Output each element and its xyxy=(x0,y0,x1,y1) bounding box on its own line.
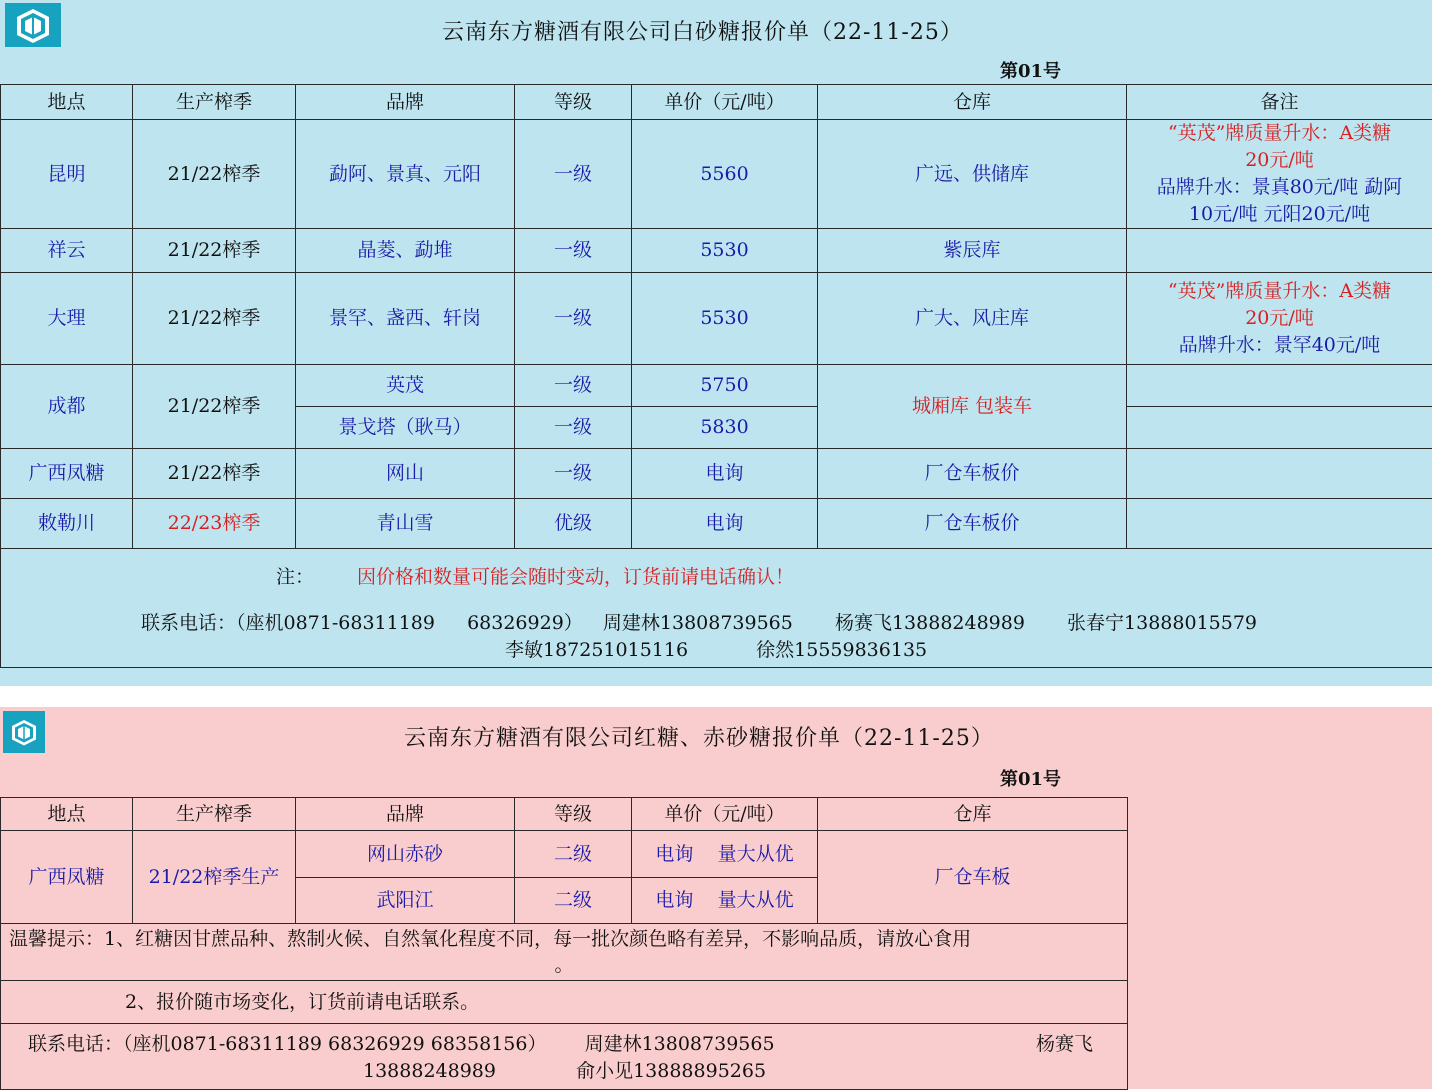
tip-row xyxy=(1,981,1128,1024)
sheet1-doc-number: 第01号 xyxy=(1000,57,1061,83)
remark-cell xyxy=(1127,229,1432,273)
season-cell: 21/22榨季 xyxy=(133,365,296,449)
season-cell: 21/22榨季 xyxy=(133,120,296,229)
grade-cell: 一级 xyxy=(515,229,632,273)
contact-phone-label: 联系电话：（座机0871-68311189 xyxy=(141,612,435,634)
contact-person: 周建林13808739565 xyxy=(585,1033,775,1055)
warehouse-cell: 厂仓车板价 xyxy=(818,499,1127,549)
price-cell: 电询 xyxy=(632,499,818,549)
contact-line xyxy=(363,1056,766,1083)
season-cell: 21/22榨季 xyxy=(133,449,296,499)
sheet-separator xyxy=(0,686,1432,707)
location-cell: 广西凤糖 xyxy=(1,831,133,924)
grade-cell: 一级 xyxy=(515,407,632,449)
brand-cell: 景戈塔（耿马） xyxy=(296,407,515,449)
tip-line-2: 2、报价随市场变化，订货前请电话联系。 xyxy=(1,981,1128,1024)
table-row xyxy=(1,273,1432,365)
table-row xyxy=(1,365,1432,407)
contact-person: 张春宁13888015579 xyxy=(1067,612,1257,634)
warehouse-cell: 紫辰库 xyxy=(818,229,1127,273)
contact-person: 李敏187251015116 xyxy=(505,639,688,661)
contact-person: 杨赛飞 xyxy=(1036,1029,1093,1056)
tip-row xyxy=(1,924,1128,981)
header-price: 单价（元/吨） xyxy=(632,798,818,831)
remark-cell xyxy=(1127,449,1432,499)
remark-cell xyxy=(1127,120,1432,229)
brand-cell: 英茂 xyxy=(296,365,515,407)
price-cell: 5530 xyxy=(632,229,818,273)
header-price: 单价（元/吨） xyxy=(632,85,818,120)
contact-person: 杨赛飞13888248989 xyxy=(835,612,1025,634)
header-brand: 品牌 xyxy=(296,798,515,831)
contact-line xyxy=(141,608,1257,635)
location-cell: 昆明 xyxy=(1,120,133,229)
price-cell: 5560 xyxy=(632,120,818,229)
season-cell: 22/23榨季 xyxy=(133,499,296,549)
brand-cell: 网山 xyxy=(296,449,515,499)
grade-cell: 优级 xyxy=(515,499,632,549)
season-cell: 21/22榨季生产 xyxy=(133,831,296,924)
sheet1-title: 云南东方糖酒有限公司白砂糖报价单（22-11-25） xyxy=(442,15,963,46)
remark-line: 品牌升水：景真80元/吨 勐阿 xyxy=(1129,174,1430,201)
table-row xyxy=(1,499,1432,549)
grade-cell: 一级 xyxy=(515,365,632,407)
header-grade: 等级 xyxy=(515,85,632,120)
company-logo-icon xyxy=(5,3,61,47)
table-row xyxy=(1,229,1432,273)
warehouse-cell: 广大、风庄库 xyxy=(818,273,1127,365)
remark-cell xyxy=(1127,499,1432,549)
contact-person: 俞小见13888895265 xyxy=(576,1060,766,1082)
brand-cell: 青山雪 xyxy=(296,499,515,549)
header-location: 地点 xyxy=(1,85,133,120)
remark-cell xyxy=(1127,273,1432,365)
location-cell: 成都 xyxy=(1,365,133,449)
contact-phone-label: 联系电话：（座机0871-68311189 68326929 68358156） xyxy=(28,1033,546,1055)
price-cell: 电询 量大从优 xyxy=(632,878,818,924)
grade-cell: 一级 xyxy=(515,449,632,499)
brown-sugar-quote-sheet xyxy=(0,707,1432,1089)
brand-cell: 勐阿、景真、元阳 xyxy=(296,120,515,229)
contact-person: 13888248989 xyxy=(363,1060,496,1082)
price-cell: 电询 量大从优 xyxy=(632,831,818,878)
remark-line: “英茂”牌质量升水：A类糖 xyxy=(1129,120,1430,147)
tip-line-1: 温馨提示：1、红糖因甘蔗品种、熬制火候、自然氧化程度不同，每一批次颜色略有差异，不影响品质，请放心食用 xyxy=(9,926,1119,952)
grade-cell: 二级 xyxy=(515,831,632,878)
brand-cell: 景罕、盏西、轩岗 xyxy=(296,273,515,365)
remark-cell xyxy=(1127,407,1432,449)
header-season: 生产榨季 xyxy=(133,85,296,120)
table-header-row xyxy=(1,798,1128,831)
header-season: 生产榨季 xyxy=(133,798,296,831)
location-cell: 广西凤糖 xyxy=(1,449,133,499)
warehouse-cell: 厂仓车板价 xyxy=(818,449,1127,499)
header-warehouse: 仓库 xyxy=(818,798,1128,831)
company-logo-icon xyxy=(3,711,45,753)
contact-person: 徐然15559836135 xyxy=(756,639,927,661)
header-grade: 等级 xyxy=(515,798,632,831)
brand-cell: 晶菱、勐堆 xyxy=(296,229,515,273)
location-cell: 敕勒川 xyxy=(1,499,133,549)
price-cell: 电询 xyxy=(632,449,818,499)
contact-line xyxy=(505,635,927,662)
table-row xyxy=(1,449,1432,499)
price-cell: 5530 xyxy=(632,273,818,365)
header-warehouse: 仓库 xyxy=(818,85,1127,120)
grade-cell: 一级 xyxy=(515,120,632,229)
contact-line xyxy=(28,1029,775,1056)
grade-cell: 二级 xyxy=(515,878,632,924)
remark-line: 20元/吨 xyxy=(1129,305,1430,332)
contact-phone-extra: 68326929） xyxy=(467,612,583,634)
brand-cell: 网山赤砂 xyxy=(296,831,515,878)
remark-cell xyxy=(1127,365,1432,407)
sheet2-title: 云南东方糖酒有限公司红糖、赤砂糖报价单（22-11-25） xyxy=(404,721,994,752)
season-cell: 21/22榨季 xyxy=(133,273,296,365)
warehouse-cell: 厂仓车板 xyxy=(818,831,1128,924)
sheet2-doc-number: 第01号 xyxy=(1000,765,1061,791)
note-label: 注： xyxy=(276,562,314,589)
note-text: 因价格和数量可能会随时变动，订货前请电话确认！ xyxy=(357,562,794,589)
table-row xyxy=(1,120,1432,229)
contact-person: 周建林13808739565 xyxy=(603,612,793,634)
header-remark: 备注 xyxy=(1127,85,1432,120)
header-brand: 品牌 xyxy=(296,85,515,120)
warehouse-cell: 城厢库 包装车 xyxy=(818,365,1127,449)
header-location: 地点 xyxy=(1,798,133,831)
location-cell: 祥云 xyxy=(1,229,133,273)
season-cell: 21/22榨季 xyxy=(133,229,296,273)
table-row xyxy=(1,831,1128,878)
price-cell: 5750 xyxy=(632,365,818,407)
grade-cell: 一级 xyxy=(515,273,632,365)
remark-line: 品牌升水：景罕40元/吨 xyxy=(1129,332,1430,359)
remark-line: “英茂”牌质量升水：A类糖 xyxy=(1129,278,1430,305)
warehouse-cell: 广远、供储库 xyxy=(818,120,1127,229)
tip-line-1-tail: 。 xyxy=(9,952,1119,978)
brand-cell: 武阳江 xyxy=(296,878,515,924)
tip-cell xyxy=(1,924,1128,981)
price-cell: 5830 xyxy=(632,407,818,449)
location-cell: 大理 xyxy=(1,273,133,365)
remark-line: 10元/吨 元阳20元/吨 xyxy=(1129,201,1430,228)
remark-line: 20元/吨 xyxy=(1129,147,1430,174)
table-header-row xyxy=(1,85,1432,120)
